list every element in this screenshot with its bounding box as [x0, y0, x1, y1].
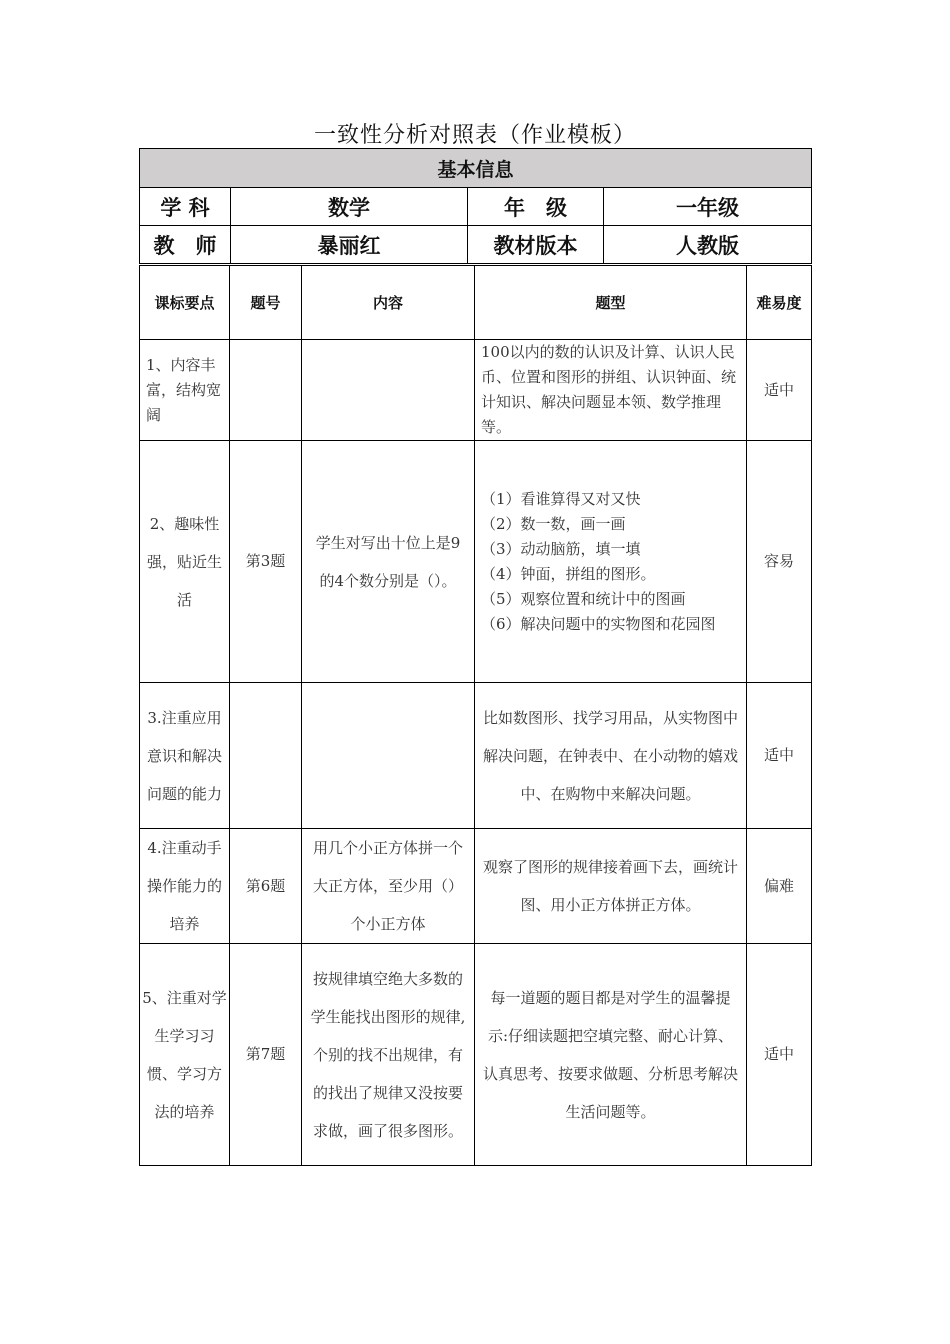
row-number: 第7题	[230, 944, 302, 1166]
row-number: 第6题	[230, 829, 302, 944]
row-content: 按规律填空绝大多数的学生能找出图形的规律,个别的找不出规律，有的找出了规律又没按要求做，画了很多图形。	[302, 944, 475, 1166]
row-content: 学生对写出十位上是9的4个数分别是（）。	[302, 441, 475, 683]
table-row	[140, 340, 812, 441]
col-header-point: 课标要点	[140, 266, 230, 340]
col-header-type: 题型	[475, 266, 747, 340]
col-header-number: 题号	[230, 266, 302, 340]
subject-label: 学 科	[140, 188, 231, 226]
row-number: 第3题	[230, 441, 302, 683]
type-item: （4）钟面，拼组的图形。	[481, 564, 656, 583]
row-point: 3.注重应用意识和解决问题的能力	[140, 683, 230, 829]
basic-info-table	[139, 148, 812, 264]
col-header-difficulty: 难易度	[747, 266, 812, 340]
row-type-list	[475, 441, 747, 683]
row-type: 每一道题的题目都是对学生的温馨提示:仔细读题把空填完整、耐心计算、认真思考、按要求做题、分析思考解决生活问题等。	[475, 944, 747, 1166]
type-item: （5）观察位置和统计中的图画	[481, 589, 686, 608]
grade-value: 一年级	[604, 188, 812, 226]
grade-label: 年 级	[468, 188, 604, 226]
edition-value: 人教版	[604, 226, 812, 264]
row-point: 1、内容丰富，结构宽阔	[140, 340, 230, 441]
row-point: 2、趣味性强，贴近生活	[140, 441, 230, 683]
row-number	[230, 683, 302, 829]
subject-value: 数学	[231, 188, 468, 226]
analysis-header-row	[140, 266, 812, 340]
col-header-content: 内容	[302, 266, 475, 340]
page-title: 一致性分析对照表（作业模板）	[313, 123, 636, 148]
type-item: （1）看谁算得又对又快	[481, 489, 641, 508]
analysis-table	[139, 265, 812, 1166]
table-row	[140, 441, 812, 683]
basic-info-header: 基本信息	[140, 149, 812, 188]
table-row	[140, 944, 812, 1166]
row-difficulty: 适中	[747, 340, 812, 441]
row-content	[302, 340, 475, 441]
edition-label: 教材版本	[468, 226, 604, 264]
teacher-value: 暴丽红	[231, 226, 468, 264]
row-number	[230, 340, 302, 441]
type-item: （2）数一数，画一画	[481, 514, 626, 533]
row-difficulty: 偏难	[747, 829, 812, 944]
row-content	[302, 683, 475, 829]
row-difficulty: 适中	[747, 683, 812, 829]
row-point: 4.注重动手操作能力的培养	[140, 829, 230, 944]
table-row	[140, 829, 812, 944]
row-difficulty: 适中	[747, 944, 812, 1166]
type-item: （3）动动脑筋，填一填	[481, 539, 641, 558]
row-type: 100以内的数的认识及计算、认识人民币、位置和图形的拼组、认识钟面、统计知识、解决问题显本领、数学推理等。	[475, 340, 747, 441]
row-type: 观察了图形的规律接着画下去，画统计图、用小正方体拼正方体。	[475, 829, 747, 944]
row-type: 比如数图形、找学习用品，从实物图中解决问题，在钟表中、在小动物的嬉戏中、在购物中来解决问题。	[475, 683, 747, 829]
row-difficulty: 容易	[747, 441, 812, 683]
row-point: 5、注重对学生学习习惯、学习方法的培养	[140, 944, 230, 1166]
row-content: 用几个小正方体拼一个大正方体，至少用（）个小正方体	[302, 829, 475, 944]
table-row	[140, 683, 812, 829]
type-item: （6）解决问题中的实物图和花园图	[481, 614, 716, 633]
teacher-label: 教 师	[140, 226, 231, 264]
